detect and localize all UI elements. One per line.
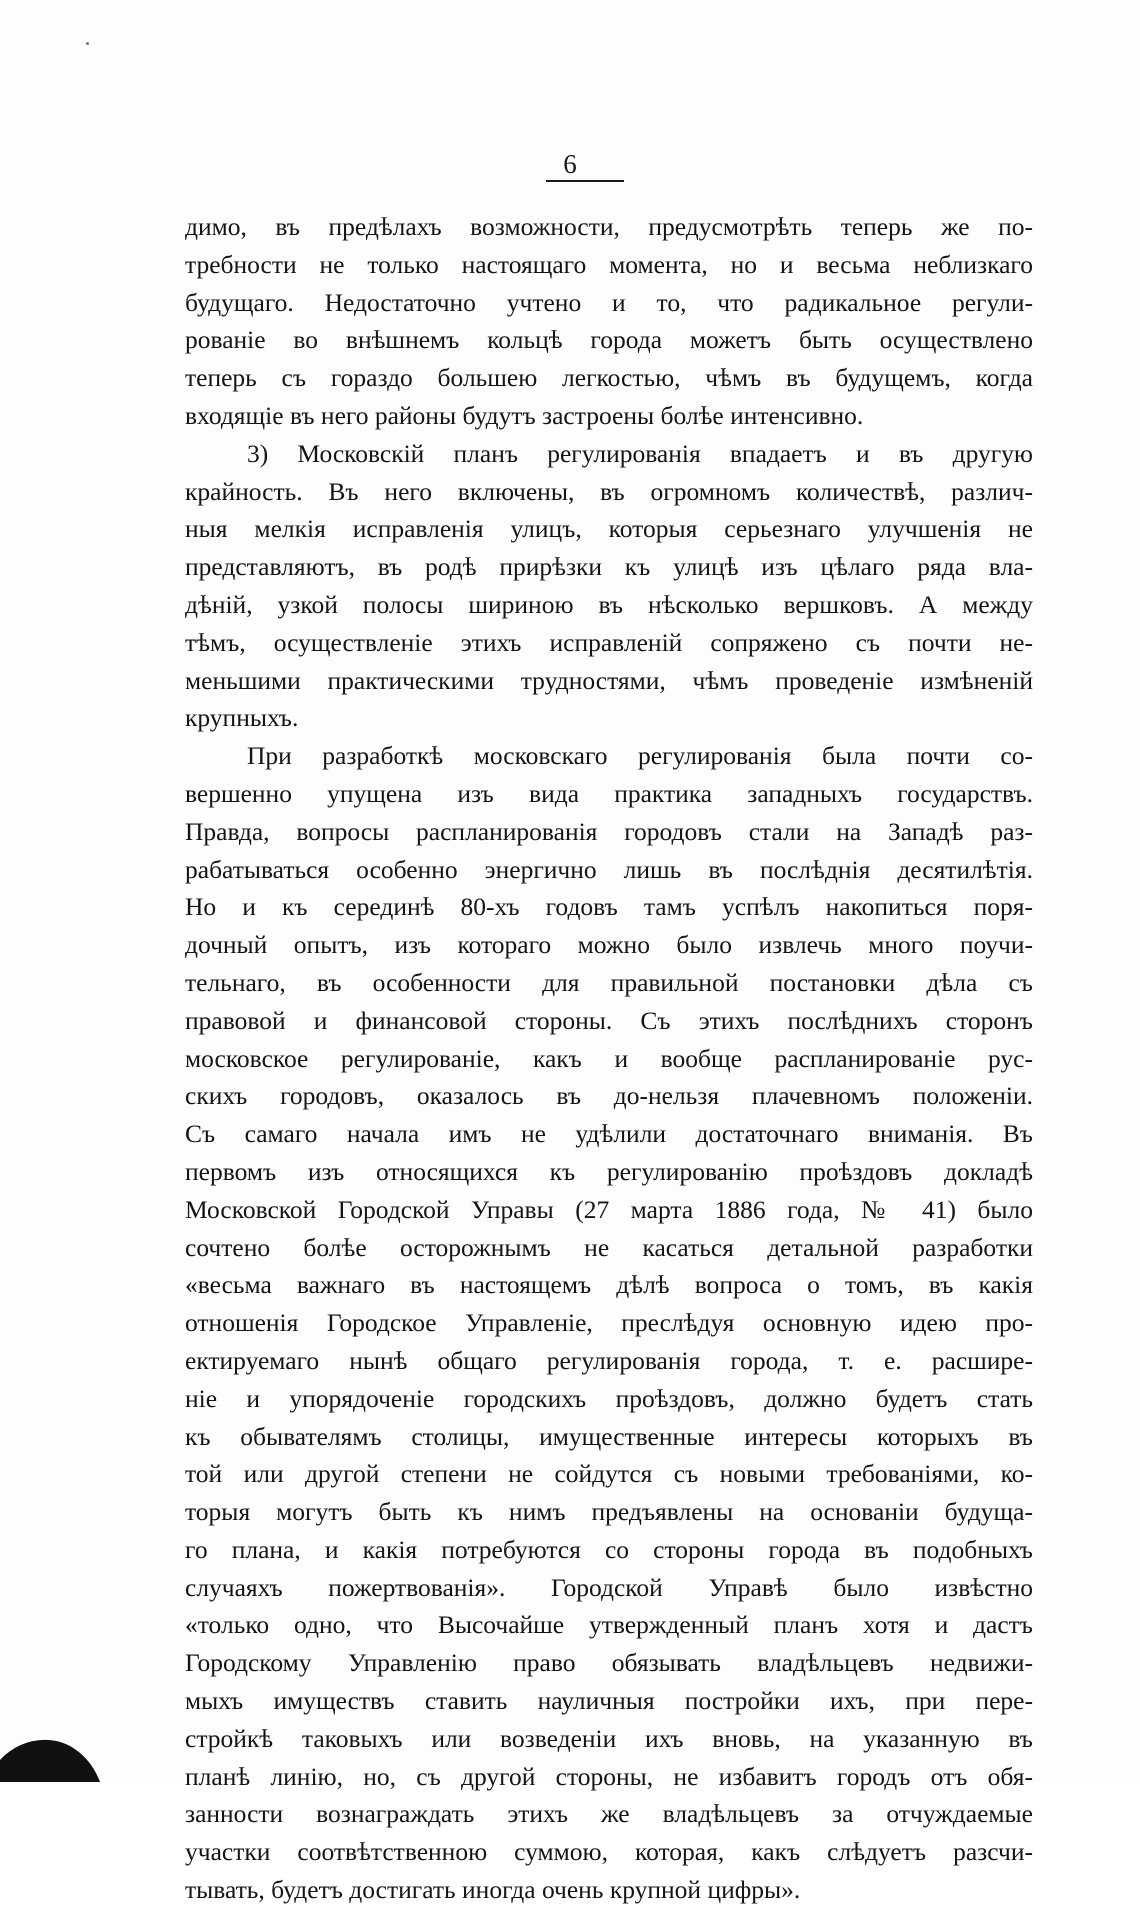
text-line: Съ самаго начала имъ не удѣлили достаточнаго вниманія. Въ xyxy=(185,1119,1033,1149)
text-line: Городскому Управленію право обязывать владѣльцевъ недвижи- xyxy=(185,1648,1033,1678)
text-line: мыхъ имуществъ ставить науличныя постройки ихъ, при пере- xyxy=(185,1686,1033,1716)
text-line: рованіе во внѣшнемъ кольцѣ города можетъ быть осуществлено xyxy=(185,325,1033,355)
text-line: ніе и упорядоченіе городскихъ проѣздовъ, должно будетъ стать xyxy=(185,1383,1033,1413)
text-line: стройкѣ таковыхъ или возведеніи ихъ вновь, на указанную въ xyxy=(185,1723,1033,1753)
text-line: сочтено болѣе осторожнымъ не касаться детальной разработки xyxy=(185,1232,1033,1262)
text-line: представляютъ, въ родѣ прирѣзки къ улицѣ изъ цѣлаго ряда вла- xyxy=(185,552,1033,582)
text-line: ныя мелкія исправленія улицъ, которыя серьезнаго улучшенія не xyxy=(185,514,1033,544)
text-line: тельнаго, въ особенности для правильной постановки дѣла съ xyxy=(185,967,1033,997)
text-line: 3) Московскій планъ регулированія впадаетъ и въ другую xyxy=(247,438,1033,468)
ink-blot xyxy=(0,1730,100,1782)
text-line: «только одно, что Высочайше утвержденный планъ хотя и дастъ xyxy=(185,1610,1033,1640)
text-line: При разработкѣ московскаго регулированія была почти со- xyxy=(247,741,1033,771)
text-line: «весьма важнаго въ настоящемъ дѣлѣ вопроса о томъ, въ какія xyxy=(185,1270,1033,1300)
body-text xyxy=(185,208,1033,1909)
paragraph xyxy=(185,208,1033,435)
text-line: го плана, и какія потребуются со стороны города въ подобныхъ xyxy=(185,1534,1033,1564)
text-line: вершенно упущена изъ вида практика западныхъ государствъ. xyxy=(185,778,1033,808)
text-line: будущаго. Недостаточно учтено и то, что радикальное регули- xyxy=(185,287,1033,317)
text-line: той или другой степени не сойдутся съ новыми требованіями, ко- xyxy=(185,1459,1033,1489)
text-line: требности не только настоящаго момента, но и весьма неблизкаго xyxy=(185,249,1033,279)
text-line: отношенія Городское Управленіе, преслѣдуя основную идею про- xyxy=(185,1308,1033,1338)
page-number-rule xyxy=(546,180,624,182)
text-line: крайность. Въ него включены, въ огромномъ количествѣ, различ- xyxy=(185,476,1033,506)
text-line: входящіе въ него районы будутъ застроены болѣе интенсивно. xyxy=(185,400,864,430)
text-line: скихъ городовъ, оказалось въ до-нельзя плачевномъ положеніи. xyxy=(185,1081,1033,1111)
text-line: торыя могутъ быть къ нимъ предъявлены на основаніи будуща- xyxy=(185,1497,1033,1527)
text-line: первомъ изъ относящихся къ регулированію проѣздовъ докладѣ xyxy=(185,1156,1033,1186)
text-line: тывать, будетъ достигать иногда очень крупной цифры». xyxy=(185,1875,801,1905)
text-line: къ обывателямъ столицы, имущественные интересы которыхъ въ xyxy=(185,1421,1033,1451)
text-line: планѣ линію, но, съ другой стороны, не избавитъ городъ отъ обя- xyxy=(185,1761,1033,1791)
text-line: ектируемаго нынѣ общаго регулированія города, т. е. расшире- xyxy=(185,1345,1033,1375)
paragraph xyxy=(185,435,1033,737)
text-line: меньшими практическими трудностями, чѣмъ проведеніе измѣненій xyxy=(185,665,1033,695)
text-line: тѣмъ, осуществленіе этихъ исправленій сопряжено съ почти не- xyxy=(185,627,1033,657)
text-line: Но и къ серединѣ 80-хъ годовъ тамъ успѣлъ накопиться поря- xyxy=(185,892,1033,922)
text-line: крупныхъ. xyxy=(185,703,299,733)
text-line: дочный опытъ, изъ котораго можно было извлечь много поучи- xyxy=(185,930,1033,960)
paper-speck xyxy=(86,42,89,45)
text-line: участки соотвѣтственною суммою, которая, какъ слѣдуетъ разсчи- xyxy=(185,1837,1033,1867)
text-line: занности вознаграждать этихъ же владѣльцевъ за отчуждаемые xyxy=(185,1799,1033,1829)
text-line: правовой и финансовой стороны. Съ этихъ послѣднихъ сторонъ xyxy=(185,1005,1033,1035)
text-line: Московской Городской Управы (27 марта 1886 года, № 41) было xyxy=(185,1194,1033,1224)
text-line: дѣній, узкой полосы шириною въ нѣсколько вершковъ. А между xyxy=(185,589,1033,619)
text-line: Правда, вопросы распланированія городовъ стали на Западѣ раз- xyxy=(185,816,1033,846)
text-line: случаяхъ пожертвованія». Городской Управѣ было извѣстно xyxy=(185,1572,1033,1602)
text-line: московское регулированіе, какъ и вообще распланированіе рус- xyxy=(185,1043,1033,1073)
paragraph xyxy=(185,737,1033,1909)
text-line: теперь съ гораздо большею легкостью, чѣмъ въ будущемъ, когда xyxy=(185,363,1033,393)
text-line: димо, въ предѣлахъ возможности, предусмотрѣть теперь же по- xyxy=(185,212,1033,241)
text-line: рабатываться особенно энергично лишь въ послѣднія десятилѣтія. xyxy=(185,854,1033,884)
page-number: 6 xyxy=(563,149,577,179)
